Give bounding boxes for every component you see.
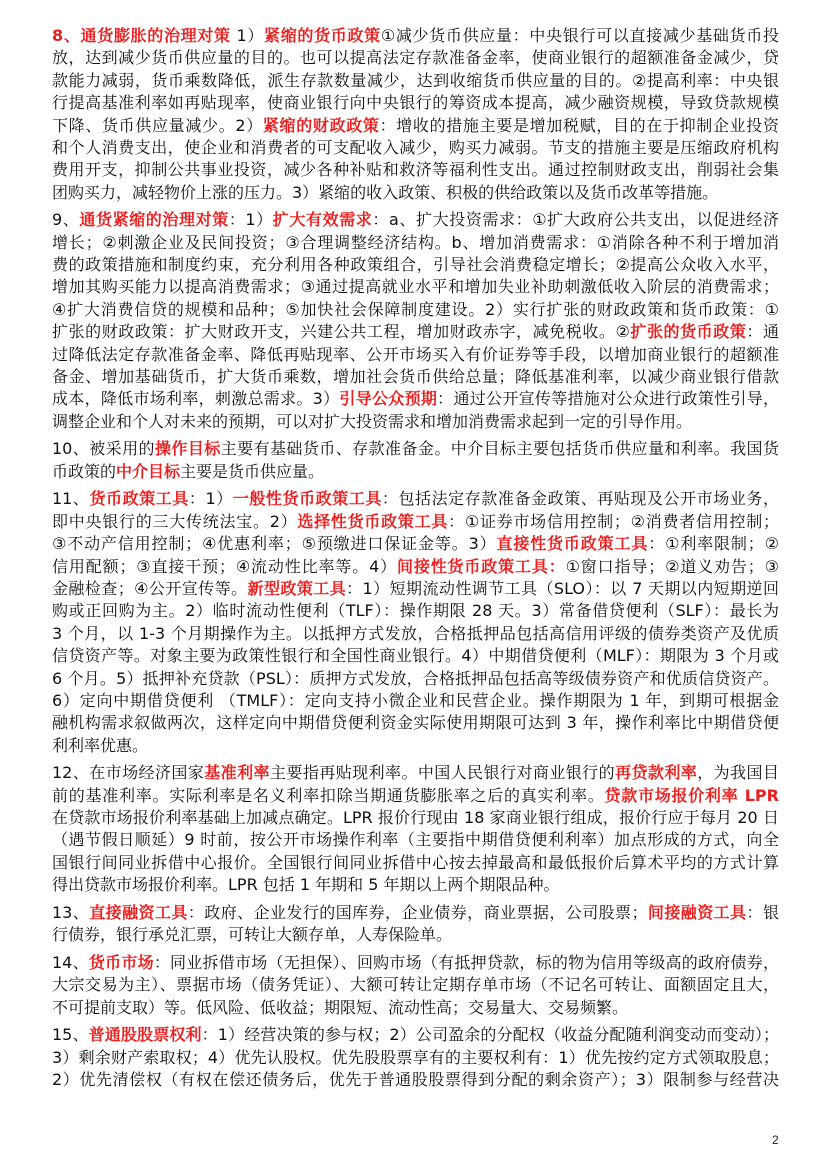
text-line <box>52 852 779 874</box>
body-text: 主要指再贴现利率。中国人民银行对商业银行的 <box>269 763 616 783</box>
text-line <box>52 762 779 784</box>
text-line <box>52 411 779 433</box>
text-line <box>52 997 779 1019</box>
body-text: 14、 <box>52 952 89 972</box>
body-text: 12、在市场经济国家 <box>52 763 205 783</box>
highlighted-term: 间接融资工具 <box>647 902 747 922</box>
text-line <box>52 735 779 757</box>
text-line <box>52 115 779 137</box>
highlighted-term: 选择性货币政策工具 <box>297 511 449 531</box>
text-line <box>52 924 779 946</box>
text-line <box>52 578 779 600</box>
text-line <box>52 488 779 510</box>
text-line <box>52 1047 779 1069</box>
text-line <box>52 785 779 807</box>
highlighted-term: 中介目标 <box>116 461 181 481</box>
text-line <box>52 70 779 92</box>
body-text: 15、 <box>52 1025 89 1045</box>
body-text: 费的政策措施和制度约束，充分利用各种政策组合，引导社会消费稳定增长；②提高公众收入水平， <box>52 255 779 275</box>
body-text: 11、 <box>52 489 90 509</box>
body-text: 2）优先清偿权（有权在偿还债务后，优先于普通股股票得到分配的剩余资产）；3）限制参与经营决 <box>52 1069 779 1089</box>
body-text: 团购买力，减轻物价上涨的压力。3）紧缩的收入政策、积极的供给政策以及货币改革等措施。 <box>52 182 719 202</box>
text-line <box>52 254 779 276</box>
body-text: 增长；②刺激企业及民间投资；③合理调整经济结构。b、增加消费需求：①消除各种不利于增加消 <box>52 232 779 252</box>
highlighted-term: 直接融资工具 <box>89 902 188 922</box>
body-text: 前的基准利率。实际利率是名义利率扣除当期通货膨胀率之后的真实利率。 <box>52 785 605 805</box>
text-line <box>52 556 779 578</box>
highlighted-term: 直接性货币政策工具 <box>496 534 649 554</box>
body-text: 信贷资产等。对象主要为政策性银行和全国性商业银行。4）中期借贷便利（MLF）：期限为 3 个月或 <box>52 646 779 666</box>
body-text: 扩张的财政政策：扩大财政开支，兴建公共工程，增加财政赤字，减免税收。② <box>52 322 631 342</box>
body-text: ：1）经营决策的参与权；2）公司盈余的分配权（收益分配随利润变动而变动）； <box>201 1025 779 1045</box>
text-line <box>52 344 779 366</box>
body-text: 国银行间同业拆借中心报价。全国银行间同业拆借中心按去掉最高和最低报价后算术平均的方式计算 <box>52 852 779 872</box>
text-line <box>52 159 779 181</box>
body-text: 币政策的 <box>52 461 117 481</box>
paragraph-11 <box>52 488 779 757</box>
body-text: ：通 <box>746 322 779 342</box>
body-text: ：①证券市场信用控制；②消费者信用控制； <box>448 511 779 531</box>
text-line <box>52 974 779 996</box>
text-line <box>52 902 779 924</box>
body-text: ：增收的措施主要是增加税赋，目的在于抑制企业投资 <box>379 115 779 135</box>
highlighted-term: 贷款市场报价利率 LPR <box>604 785 779 805</box>
body-text: ：银 <box>746 902 779 922</box>
highlighted-term: 紧缩的货币政策 <box>264 26 381 45</box>
text-line <box>52 807 779 829</box>
body-text: 3）剩余财产索取权；4）优先认股权。优先股股票享有的主要权利有：1）优先按约定方式领取股息； <box>52 1047 779 1067</box>
paragraph-14 <box>52 952 779 1019</box>
body-text: 购或正回购为主。2）临时流动性便利（TLF）：操作期限 28 天。3）常备借贷便利（SLF）：最长为 <box>52 601 779 621</box>
body-text: ①减少货币供应量：中央银行可以直接减少基础货币投 <box>380 26 779 45</box>
body-text: 9、 <box>52 210 80 230</box>
paragraph-12 <box>52 762 779 896</box>
text-line <box>52 874 779 896</box>
highlighted-term: 间接性货币政策工具： <box>396 556 566 576</box>
paragraph-8 <box>52 25 779 204</box>
text-line <box>52 461 779 483</box>
body-text: ：同业拆借市场（无担保）、回购市场（有抵押贷款，标的物为信用等级高的政府债券， <box>153 952 779 972</box>
body-text: 在贷款市场报价利率基础上加减点确定。LPR 报价行现由 18 家商业银行组成，报价行应于每月 20 日 <box>52 808 779 828</box>
body-text: 主要是货币供应量。 <box>180 461 325 481</box>
body-text: ：1） <box>228 210 273 230</box>
text-line <box>52 600 779 622</box>
body-text: 大宗交易为主）、票据市场（债务凭证）、大额可转让定期存单市场（不记名可转让、面额固定且大， <box>52 975 779 995</box>
highlighted-term: 货币政策工具 <box>89 489 189 509</box>
body-text: ③不动产信用控制；④优惠利率；⑤预缴进口保证金等。3） <box>52 534 497 554</box>
body-text: 备金、增加基础货币，扩大货币乘数，增加社会货币供给总量；降低基准利率，以减少商业银行借款 <box>52 367 779 387</box>
text-line <box>52 712 779 734</box>
body-text: 增加其购买能力以提高消费需求；③通过提高就业水平和增加失业补助刺激低收入阶层的消费需求； <box>52 277 779 297</box>
highlighted-term: 基准利率 <box>204 763 270 783</box>
body-text: 10、被采用的 <box>52 439 155 459</box>
body-text: 行债券，银行承兑汇票，可转让大额存单，人寿保险单。 <box>52 925 453 945</box>
document-page <box>52 25 779 1096</box>
highlighted-term: 通货紧缩的治理对策 <box>79 210 229 230</box>
text-line <box>52 388 779 410</box>
body-text: 金融检查；④公开宣传等。 <box>52 578 248 598</box>
body-text: ：政府、企业发行的国库券，企业债券，商业票据，公司股票； <box>187 902 648 922</box>
body-text: 6）定向中期借贷便利 （TMLF）：定向支持小微企业和民营企业。操作期限为 1 年，到期可根据金 <box>52 690 779 710</box>
body-text: 过降低法定存款准备金率、降低再贴现率、公开市场买入有价证券等手段，以增加商业银行的超额准 <box>52 344 779 364</box>
highlighted-term: 再贷款利率 <box>615 763 698 783</box>
highlighted-term: 8、通货膨胀的治理对策 <box>52 26 231 45</box>
body-text: ④扩大消费信贷的规模和品种；⑤加快社会保障制度建设。2）实行扩张的财政政策和货币政策：① <box>52 299 779 319</box>
text-line <box>52 623 779 645</box>
body-text: 得出贷款市场报价利率。LPR 包括 1 年期和 5 年期以上两个期限品种。 <box>52 875 560 895</box>
highlighted-term: 扩张的货币政策 <box>630 322 747 342</box>
page-number: 2 <box>772 1133 779 1147</box>
text-line <box>52 232 779 254</box>
body-text: 费用开支，抑制公共事业投资，减少各种补贴和救济等福利性支出。通过控制财政支出，削弱社会集 <box>52 160 779 180</box>
body-text: ：1）短期流动性调节工具（SLO）：以 7 天期以内短期逆回 <box>346 578 779 598</box>
highlighted-term: 新型政策工具 <box>247 578 347 598</box>
text-line <box>52 829 779 851</box>
highlighted-term: 紧缩的财政政策 <box>262 115 380 135</box>
text-line <box>52 533 779 555</box>
body-text: 信用配额；③直接干预；④流动性比率等。4） <box>52 556 397 576</box>
text-line <box>52 1069 779 1091</box>
body-text: 成本，降低市场利率，刺激总需求。3） <box>52 389 340 409</box>
text-line <box>52 25 779 47</box>
text-line <box>52 299 779 321</box>
body-text: 调整企业和个人对未来的预期，可以对扩大投资需求和增加消费需求起到一定的引导作用。 <box>52 411 693 431</box>
text-line <box>52 321 779 343</box>
body-text: 13、 <box>52 902 90 922</box>
paragraph-13 <box>52 902 779 947</box>
text-line <box>52 438 779 460</box>
body-text: ：1） <box>188 489 233 509</box>
text-line <box>52 1024 779 1046</box>
body-text: （遇节假日顺延）9 时前，按公开市场操作利率（主要指中期借贷便利利率）加点形成的方式，向全 <box>52 830 779 850</box>
body-text: 放，达到减少货币供应量的目的。也可以提高法定存款准备金率，使商业银行的超额准备金减少，贷 <box>52 48 779 68</box>
body-text: ①窗口指导；②道义劝告；③ <box>565 556 779 576</box>
body-text: 不可提前支取）等。低风险、低收益；期限短、流动性高；交易量大、交易频繁。 <box>52 997 629 1017</box>
text-line <box>52 47 779 69</box>
body-text: ：①利率限制；② <box>648 534 779 554</box>
text-line <box>52 366 779 388</box>
body-text: 行提高基准利率如再贴现率，使商业银行向中央银行的筹资成本提高，减少融资规模，导致贷款规模 <box>52 93 779 113</box>
paragraph-9 <box>52 209 779 433</box>
body-text: ：包括法定存款准备金政策、再贴现及公开市场业务， <box>381 489 779 509</box>
highlighted-term: 一般性货币政策工具 <box>232 489 382 509</box>
body-text: ，为我国目 <box>697 763 779 783</box>
text-line <box>52 645 779 667</box>
body-text: 3 个月，以 1-3 个月期操作为主。以抵押方式发放，合格抵押品包括高信用评级的债券类资产及优质 <box>52 623 779 643</box>
text-line <box>52 209 779 231</box>
text-line <box>52 952 779 974</box>
text-line <box>52 137 779 159</box>
text-line <box>52 668 779 690</box>
paragraph-10 <box>52 438 779 483</box>
body-text: 和个人消费支出，使企业和消费者的可支配收入减少，购买力减弱。节支的措施主要是压缩政府机构 <box>52 137 779 157</box>
text-line <box>52 690 779 712</box>
body-text: 6 个月。5）抵押补充贷款（PSL）：质押方式发放，合格抵押品包括高等级债券资产和优质信贷资产。 <box>52 668 779 688</box>
paragraph-15 <box>52 1024 779 1091</box>
body-text: 1） <box>230 26 265 45</box>
body-text: ：通过公开宣传等措施对公众进行政策性引导， <box>437 389 779 409</box>
highlighted-term: 货币市场 <box>88 952 154 972</box>
highlighted-term: 操作目标 <box>154 439 221 459</box>
body-text: 融机构需求叙做两次，这样定向中期借贷便利资金实际使用期限可达到 3 年，操作利率比中期借贷便 <box>52 713 779 733</box>
text-line <box>52 92 779 114</box>
body-text: 主要有基础货币、存款准备金。中介目标主要包括货币供应量和利率。我国货 <box>220 439 779 459</box>
text-line <box>52 182 779 204</box>
body-text: 利利率优惠。 <box>52 735 149 755</box>
text-line <box>52 276 779 298</box>
body-text: 下降、货币供应量减少。2） <box>52 115 263 135</box>
text-line <box>52 511 779 533</box>
body-text: 款能力减弱，货币乘数降低，派生存款数量减少，达到收缩货币供应量的目的。②提高利率：中央银 <box>52 70 779 90</box>
highlighted-term: 普通股股票权利 <box>88 1025 202 1045</box>
highlighted-term: 引导公众预期 <box>339 389 438 409</box>
body-text: ：a、扩大投资需求：①扩大政府公共支出，以促进经济 <box>372 210 779 230</box>
body-text: 即中央银行的三大传统法宝。2） <box>52 511 298 531</box>
highlighted-term: 扩大有效需求 <box>272 210 373 230</box>
